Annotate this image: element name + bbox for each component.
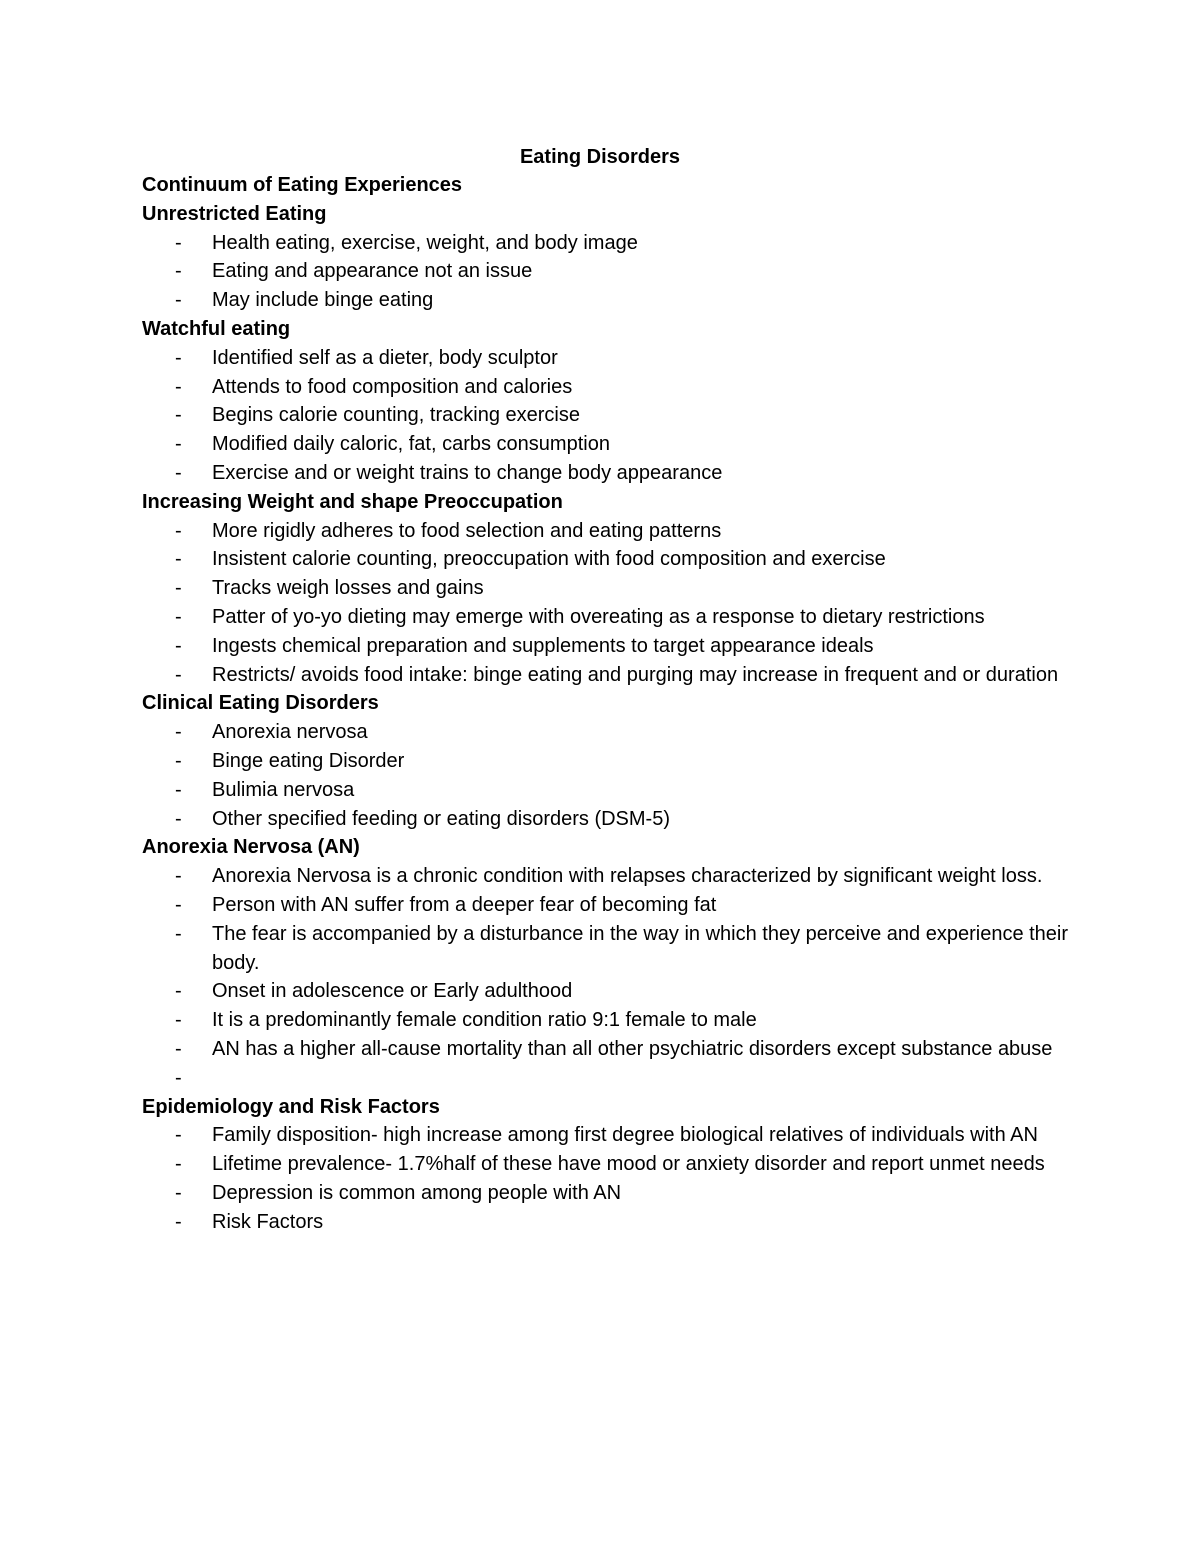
list-item — [142, 776, 1072, 805]
section-heading: Unrestricted Eating — [142, 202, 327, 225]
document-body — [142, 171, 1072, 1236]
list-item — [142, 1064, 1072, 1093]
list-item — [142, 661, 1072, 690]
list-item — [142, 977, 1072, 1006]
bullet-dash: - — [175, 1009, 182, 1032]
bullet-dash: - — [175, 1153, 182, 1176]
list-item-text: Person with AN suffer from a deeper fear of becoming fat — [212, 893, 717, 916]
list-item-text — [212, 1064, 1072, 1093]
list-item-text: Binge eating Disorder — [212, 749, 405, 772]
list-item-text: Patter of yo-yo dieting may emerge with overeating as a response to dietary restrictions — [212, 605, 985, 628]
list-item-text: Tracks weigh losses and gains — [212, 577, 484, 600]
bullet-dash: - — [175, 605, 182, 628]
list-item-text: Lifetime prevalence- 1.7%half of these have mood or anxiety disorder and report unmet needs — [212, 1153, 1045, 1176]
list-item-text: Family disposition- high increase among first degree biological relatives of individuals with AN — [212, 1124, 1038, 1147]
bullet-dash: - — [175, 404, 182, 427]
list-item-text: Insistent calorie counting, preoccupation with food composition and exercise — [212, 548, 886, 571]
list-item — [142, 517, 1072, 546]
list-item-text: Eating and appearance not an issue — [212, 260, 533, 283]
bullet-dash: - — [175, 1210, 182, 1233]
bullet-dash: - — [175, 865, 182, 888]
list-item-text: Restricts/ avoids food intake: binge eating and purging may increase in frequent and or duration — [212, 663, 1059, 686]
list-item-text: Health eating, exercise, weight, and body image — [212, 231, 638, 254]
list-item — [142, 632, 1072, 661]
section-heading: Clinical Eating Disorders — [142, 692, 379, 715]
bullet-list — [142, 344, 1072, 488]
list-item-text: The fear is accompanied by a disturbance in the way in which they perceive and experience their body. — [212, 922, 1069, 974]
list-item — [142, 1121, 1072, 1150]
list-item-text: Depression is common among people with AN — [212, 1181, 622, 1204]
list-item — [142, 1150, 1072, 1179]
list-item — [142, 862, 1072, 891]
list-item-text: May include binge eating — [212, 289, 434, 312]
list-item-text: Attends to food composition and calories — [212, 375, 573, 398]
list-item — [142, 920, 1072, 978]
section-heading: Anorexia Nervosa (AN) — [142, 836, 360, 859]
bullet-list — [142, 862, 1072, 1092]
list-item-text: Begins calorie counting, tracking exercise — [212, 404, 580, 427]
bullet-dash: - — [175, 260, 182, 283]
list-item-text: It is a predominantly female condition ratio 9:1 female to male — [212, 1009, 757, 1032]
section-heading: Continuum of Eating Experiences — [142, 174, 463, 196]
list-item-text: Anorexia nervosa — [212, 721, 368, 744]
list-item-text: Ingests chemical preparation and supplements to target appearance ideals — [212, 634, 874, 657]
list-item — [142, 747, 1072, 776]
list-item — [142, 459, 1072, 488]
bullet-dash: - — [175, 433, 182, 456]
list-item — [142, 891, 1072, 920]
list-item — [142, 257, 1072, 286]
list-item-text: AN has a higher all-cause mortality than all other psychiatric disorders except substance abuse — [212, 1037, 1053, 1060]
bullet-dash: - — [175, 461, 182, 484]
list-item — [142, 229, 1072, 258]
section-heading: Increasing Weight and shape Preoccupation — [142, 490, 563, 513]
list-item — [142, 401, 1072, 430]
list-item — [142, 603, 1072, 632]
list-item — [142, 430, 1072, 459]
list-item — [142, 286, 1072, 315]
list-item — [142, 1006, 1072, 1035]
list-item — [142, 545, 1072, 574]
bullet-list — [142, 1121, 1072, 1236]
bullet-dash: - — [175, 577, 182, 600]
bullet-dash: - — [175, 1037, 182, 1060]
list-item — [142, 1208, 1072, 1237]
bullet-dash: - — [175, 1124, 182, 1147]
bullet-dash: - — [175, 663, 182, 686]
list-item — [142, 805, 1072, 834]
bullet-dash: - — [175, 980, 182, 1003]
list-item-text: Bulimia nervosa — [212, 778, 355, 801]
bullet-list — [142, 517, 1072, 690]
list-item — [142, 574, 1072, 603]
bullet-dash: - — [175, 548, 182, 571]
bullet-dash: - — [175, 231, 182, 254]
section-heading: Epidemiology and Risk Factors — [142, 1095, 440, 1118]
bullet-dash: - — [175, 807, 182, 830]
list-item-text: Other specified feeding or eating disorders (DSM-5) — [212, 807, 670, 830]
list-item-text: Modified daily caloric, fat, carbs consumption — [212, 433, 610, 456]
bullet-dash: - — [175, 346, 182, 369]
document-title: Eating Disorders — [519, 146, 681, 168]
bullet-dash: - — [175, 289, 182, 312]
bullet-list — [142, 229, 1072, 315]
bullet-dash: - — [175, 1181, 182, 1204]
list-item-text: Onset in adolescence or Early adulthood — [212, 980, 573, 1003]
list-item-text: Exercise and or weight trains to change body appearance — [212, 461, 723, 484]
bullet-dash: - — [175, 922, 182, 945]
section-heading: Watchful eating — [142, 317, 291, 340]
list-item — [142, 1035, 1072, 1064]
list-item-text: More rigidly adheres to food selection and eating patterns — [212, 519, 722, 542]
bullet-dash: - — [175, 721, 182, 744]
list-item-text: Risk Factors — [212, 1210, 324, 1233]
list-item-text: Anorexia Nervosa is a chronic condition with relapses characterized by significant weight loss. — [212, 865, 1043, 888]
bullet-list — [142, 718, 1072, 833]
bullet-dash: - — [175, 375, 182, 398]
list-item — [142, 344, 1072, 373]
list-item — [142, 1179, 1072, 1208]
list-item — [142, 718, 1072, 747]
list-item-text: Identified self as a dieter, body sculptor — [212, 346, 558, 369]
bullet-dash: - — [175, 749, 182, 772]
bullet-dash: - — [175, 519, 182, 542]
bullet-dash: - — [175, 634, 182, 657]
bullet-dash: - — [175, 1066, 182, 1089]
bullet-dash: - — [175, 893, 182, 916]
bullet-dash: - — [175, 778, 182, 801]
list-item — [142, 373, 1072, 402]
